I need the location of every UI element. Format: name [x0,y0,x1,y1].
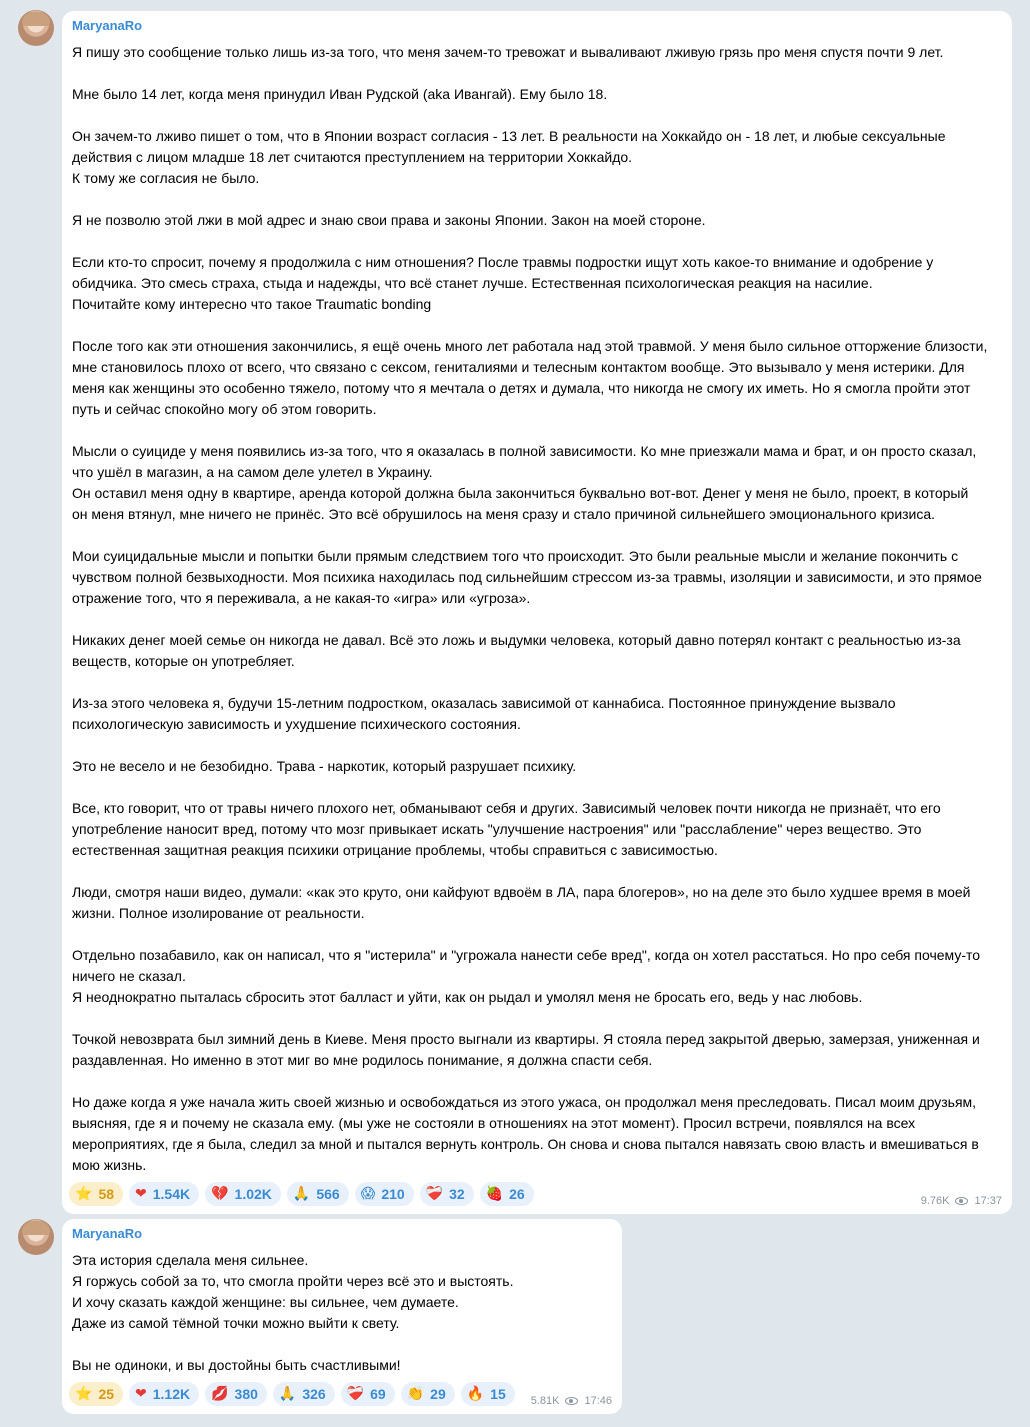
reaction-count: 1.02K [234,1186,272,1202]
reaction-kiss[interactable] [205,1382,267,1406]
heart-icon: ❤ [135,1386,147,1402]
author-name[interactable]: MaryanaRo [72,18,143,33]
reaction-count: 58 [98,1186,115,1202]
message-text: Эта история сделала меня сильнее. Я горжусь собой за то, что смогла пройти через всё это и выстоять. И хочу сказать каждой женщине: вы сильнее, чем думаете. Даже из самой тёмной точки можно выйти к свету. Вы не одиноки, и вы достойны быть счастливыми! [72,1252,514,1373]
reaction-clap[interactable] [401,1382,455,1406]
star-icon: ⭐ [75,1186,93,1202]
reaction-count: 69 [370,1386,386,1402]
scream-icon: 😱 [360,1186,376,1202]
reaction-heart[interactable] [129,1182,199,1206]
star-icon: ⭐ [75,1386,93,1402]
reaction-broken-heart[interactable] [205,1182,281,1206]
mending-heart-icon: ❤‍🩹 [346,1386,365,1402]
reaction-count: 15 [490,1386,506,1402]
message-text: Я пишу это сообщение только лишь из-за того, что меня зачем-то тревожат и вываливают лживую грязь про меня спустя почти 9 лет. Мне было 14 лет, когда меня принудил Иван Рудской (aka Ивангай). Ему было 18. Он зачем-то лживо пишет о том, что в Японии возраст согласия - 13 лет. В реальности на Хоккайдо он - 18 лет, и любые сексуальные действия с лицом младше 18 лет считаются преступлением на территории Хоккайдо. К тому же согласия не было. Я не позволю этой лжи в мой адрес и знаю свои права и законы Японии. Закон на моей стороне. Если кто-то спросит, почему я продолжила с ним отношения? После травмы подростки ищут хоть какое-то внимание и одобрение у обидчика. Это смесь страха, стыда и надежды, что всё станет лучше. Естественная психологическая реакция на насилие. Почитайте кому интересно что такое Traumatic bonding После того как эти отношения закончились, я ещё очень много лет работала над этой травмой. У меня было сильное отторжение близости, мне становилось плохо от всего, что связано с сексом, гениталиями и телесным контактом вообще. Это вызывало у меня истерики. Для меня как женщины это особенно тяжело, потому что я мечтала о детях и думала, что никогда не смогу их иметь. Но я смогла пройти этот путь и сейчас спокойно могу об этом говорить. Мысли о суициде у меня появились из-за того, что я оказалась в полной зависимости. Ко мне приезжали мама и брат, и он просто сказал, что ушёл в магазин, а на самом деле улетел в Украину. Он оставил меня одну в квартире, аренда которой должна была закончиться буквально вот-вот. Денег у меня не было, проект, в который он меня втянул, мне ничего не принёс. Это всё обрушилось на меня сразу и стало причиной сильнейшего эмоционального кризиса. Мои суицидальные мысли и попытки были прямым следствием того что происходит. Это были реальные мысли и желание покончить с чувством полной безвыходности. Моя психика находилась под сильнейшим стрессом из-за травмы, изоляции и зависимости, и это прямое отражение того, что я переживала, а не какая-то «игра» или «угроза». Никаких денег моей семье он никогда не давал. Всё это ложь и выдумки человека, который давно потерял контакт с реальностью из-за веществ, которые он употребляет. Из-за этого человека я, будучи 15-летним подростком, оказалась зависимой от каннабиса. Постоянное принуждение вызвало психологическую зависимость и ухудшение психического состояния. Это не весело и не безобидно. Трава - наркотик, который разрушает психику. Все, кто говорит, что от травы ничего плохого нет, обманывают себя и других. Зависимый человек почти никогда не признаёт, что его употребление наносит вред, потому что мозг привыкает искать "улучшение настроения" или "расслабление" через вещество. Это естественная защитная реакция психики отрицание проблемы, чтобы справиться с зависимостью. Люди, смотря наши видео, думали: «как это круто, они кайфуют вдвоём в ЛА, пара блогеров», но на деле это было худшее время в моей жизни. Полное изолирование от реальности. Отдельно позабавило, как он написал, что я "истерила" и "угрожала нанести себе вред", когда он хотел расстаться. Но про себя почему-то ничего не сказал. Я неоднократно пыталась сбросить этот балласт и уйти, как он рыдал и умолял меня не бросать его, ведь у нас любовь. Точкой невозврата был зимний день в Киеве. Меня просто выгнали из квартиры. Я стояла перед закрытой дверью, замерзая, униженная и раздавленная. Но именно в этот миг во мне родилось понимание, я должна спасти себя. Но даже когда я уже начала жить своей жизнью и освобождаться из этого ужаса, он продолжал меня преследовать. Писал моим друзьям, выясняя, где я и почему не сказала ему. (мы уже не состояли в отношениях на этот момент). Просил встречи, появлялся на всех мероприятиях, где я была, следил за мной и пытался вернуть контроль. Он снова и снова пытался навязать свою власть и вмешиваться в мою жизнь. [72,44,988,1173]
reactions-bar [69,1382,515,1406]
broken-heart-icon: 💔 [211,1186,229,1202]
eye-icon [565,1397,578,1405]
reaction-count: 1.54K [152,1186,191,1202]
reaction-strawberry[interactable] [480,1182,534,1206]
message-bubble [62,1219,622,1414]
reaction-fire[interactable] [461,1382,515,1406]
reaction-count: 1.12K [152,1386,191,1402]
reaction-scream[interactable] [355,1182,414,1206]
pray-icon: 🙏 [292,1186,311,1202]
author-avatar[interactable] [18,10,54,46]
view-count: 5.81K [530,1395,560,1407]
eye-icon [955,1197,968,1205]
reaction-count: 326 [302,1386,326,1402]
reaction-count: 26 [509,1186,525,1202]
heart-icon: ❤ [135,1186,147,1202]
message-meta [531,1395,612,1407]
mending-heart-icon: ❤‍🩹 [425,1186,444,1202]
author-name[interactable]: MaryanaRo [72,1226,143,1241]
pray-icon: 🙏 [278,1386,297,1402]
reaction-pray[interactable] [273,1382,335,1406]
clap-icon: 👏 [406,1386,425,1402]
message-time: 17:46 [584,1395,612,1407]
reaction-count: 29 [430,1386,446,1402]
reaction-star[interactable] [69,1182,123,1206]
fire-icon: 🔥 [466,1386,485,1402]
view-count: 9.76K [920,1195,950,1207]
reaction-count: 566 [316,1186,340,1202]
reaction-star[interactable] [69,1382,123,1406]
reaction-count: 380 [234,1386,258,1402]
reaction-heart[interactable] [129,1382,199,1406]
message-bubble [62,11,1012,1214]
reaction-mending-heart[interactable] [341,1382,395,1406]
kiss-icon: 💋 [211,1386,229,1402]
reaction-count: 25 [98,1386,115,1402]
reaction-mending-heart[interactable] [420,1182,474,1206]
author-avatar[interactable] [18,1219,54,1255]
reaction-pray[interactable] [287,1182,349,1206]
reactions-bar [69,1182,534,1206]
strawberry-icon: 🍓 [485,1186,504,1202]
message-meta [921,1195,1002,1207]
reaction-count: 32 [449,1186,465,1202]
message-time: 17:37 [974,1195,1002,1207]
reaction-count: 210 [381,1186,405,1202]
